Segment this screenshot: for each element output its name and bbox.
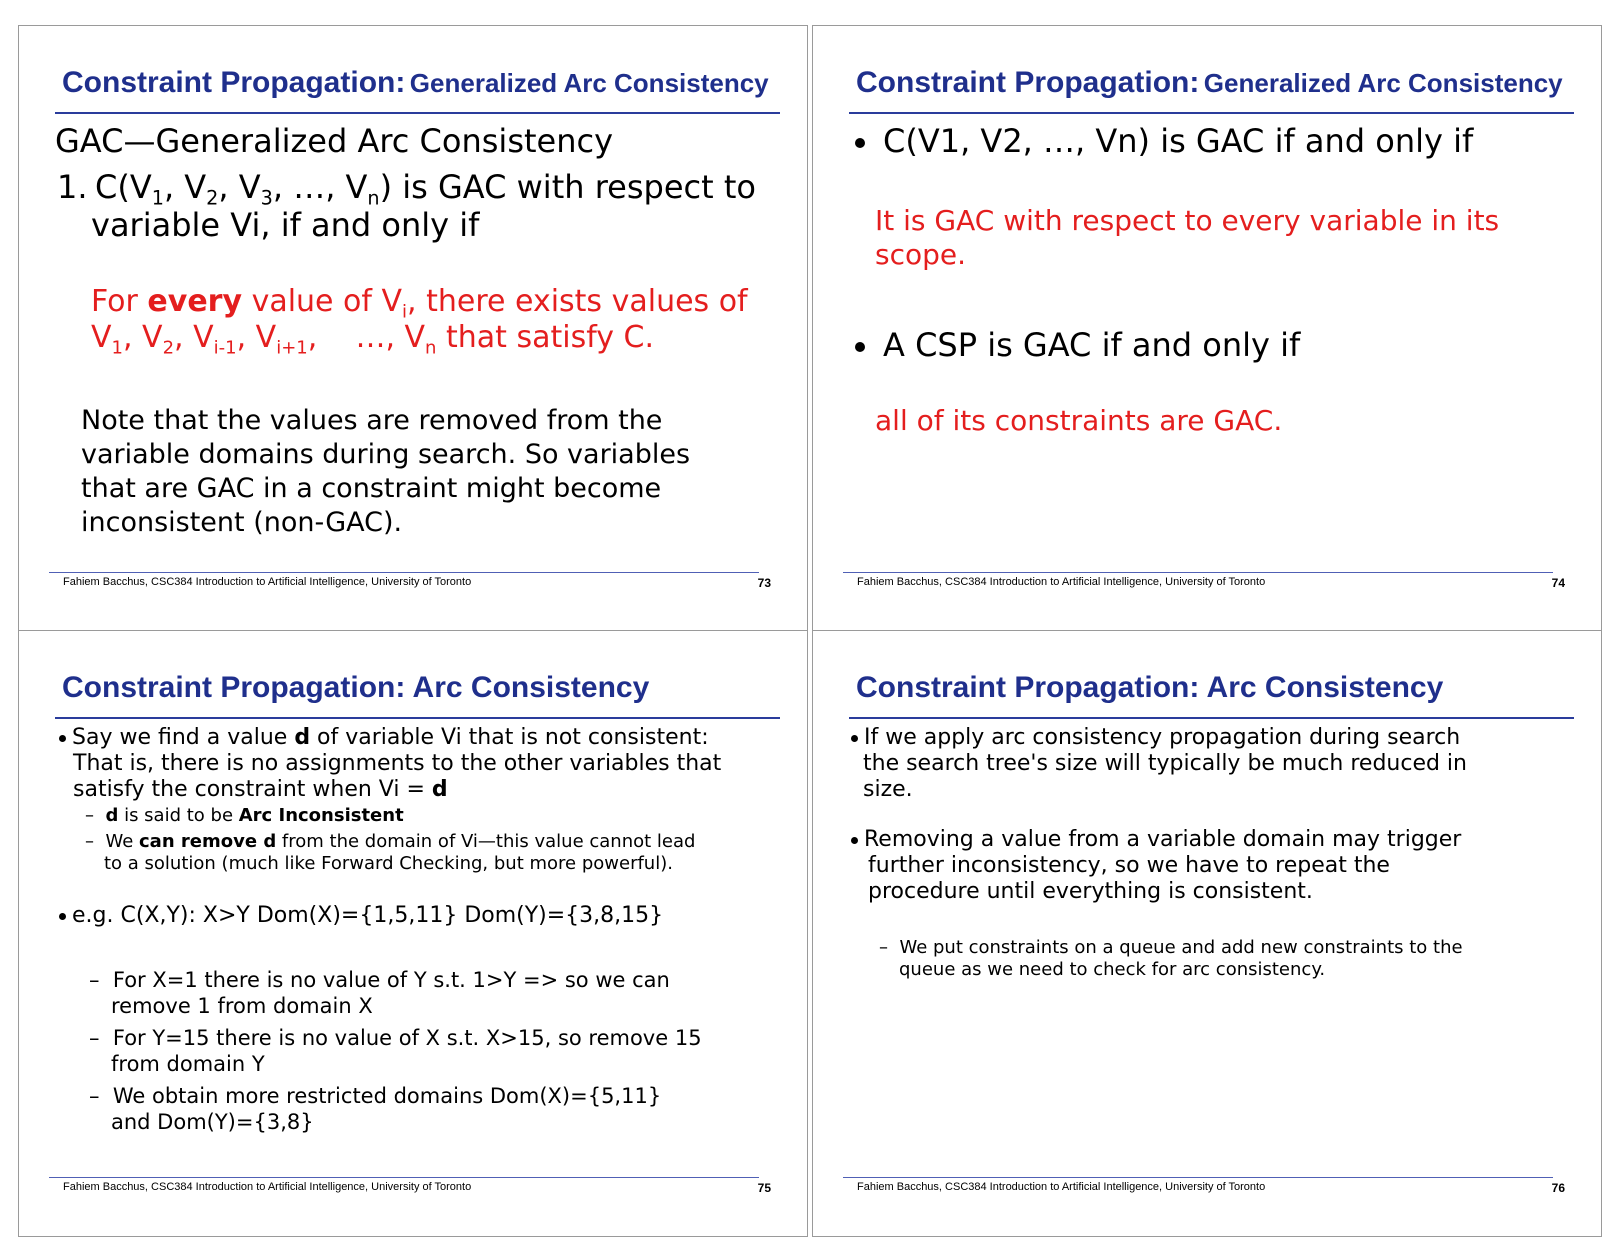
page-number: 76 <box>1551 1181 1565 1195</box>
slide-75 <box>18 630 808 1237</box>
red-all-constraints: all of its constraints are GAC. <box>875 404 1283 437</box>
sub-arc-inconsistent: – d is said to be Arc Inconsistent <box>85 805 404 826</box>
dash-item-y15: – For Y=15 there is no value of X s.t. X>15, so remove 15 from domain Y <box>89 1026 702 1076</box>
footer-credit: Fahiem Bacchus, CSC384 Introduction to Artificial Intelligence, University of Toronto <box>857 576 1266 588</box>
gac-definition-line2: variable Vi, if and only if <box>91 206 480 244</box>
gac-definition-line1: $C(V_1$, $V_2$, $V_3$, …, $V_n$) is GAC with respect to <box>95 168 756 210</box>
slide-title: Constraint Propagation: Generalized Arc Consistency <box>62 66 769 99</box>
page-number: 74 <box>1551 576 1565 590</box>
footer-rule <box>843 572 1553 573</box>
dash-item-restricted: – We obtain more restricted domains Dom(X)={5,11} and Dom(Y)={3,8} <box>89 1084 662 1134</box>
footer-credit: Fahiem Bacchus, CSC384 Introduction to Artificial Intelligence, University of Toronto <box>857 1181 1266 1193</box>
footer-rule <box>49 1177 759 1178</box>
slide-title: Constraint Propagation: Generalized Arc Consistency <box>856 66 1563 99</box>
bullet-icon <box>59 735 66 742</box>
dash-item-x1: – For X=1 there is no value of Y s.t. 1>Y => so we can remove 1 from domain X <box>89 968 670 1018</box>
slide-74 <box>812 25 1602 632</box>
title-rule <box>55 717 780 719</box>
footer-credit: Fahiem Bacchus, CSC384 Introduction to Artificial Intelligence, University of Toronto <box>63 1181 472 1193</box>
slide-title: Constraint Propagation: Arc Consistency <box>856 671 1444 704</box>
red-condition-line1: For every value of $V_i$, there exists values of <box>91 284 748 323</box>
footer-credit: Fahiem Bacchus, CSC384 Introduction to Artificial Intelligence, University of Toronto <box>63 576 472 588</box>
slide-76 <box>812 630 1602 1237</box>
bullet-icon <box>855 138 865 148</box>
bullet-icon <box>851 735 858 742</box>
bullet-gac-definition: C(V1, V2, …, Vn) is GAC if and only if <box>855 122 1473 160</box>
title-rule <box>55 112 780 114</box>
page-number: 75 <box>757 1181 771 1195</box>
bullet-csp-gac: A CSP is GAC if and only if <box>855 326 1300 364</box>
red-gac-scope: It is GAC with respect to every variable in its scope. <box>875 204 1500 271</box>
page-number: 73 <box>757 576 771 590</box>
bullet-icon <box>59 913 66 920</box>
red-condition-line2: $V_1$, $V_2$, $V_{i-1}$, $V_{i+1}$, …, $V_n$ that satisfy C. <box>91 320 655 359</box>
footer-rule <box>843 1177 1553 1178</box>
title-rule <box>849 112 1574 114</box>
bullet-icon <box>851 837 858 844</box>
slide-73 <box>18 25 808 632</box>
slide-title: Constraint Propagation: Arc Consistency <box>62 671 650 704</box>
note-paragraph: Note that the values are removed from the variable domains during search. So variables that are GAC in a constraint might become inconsistent (non-GAC). <box>81 405 691 538</box>
sub-can-remove: – We can remove d from the domain of Vi—this value cannot lead to a solution (much like Forward Checking, but more powerful). <box>85 831 696 874</box>
title-rule <box>849 717 1574 719</box>
gac-heading: GAC—Generalized Arc Consistency <box>55 122 614 160</box>
bullet-arc-propagation: If we apply arc consistency propagation during search the search tree's size will typically be much reduced in size. <box>851 725 1467 803</box>
bullet-removing-value: Removing a value from a variable domain may trigger further inconsistency, so we have to repeat the procedure until everything is consistent. <box>851 827 1461 905</box>
bullet-icon <box>855 342 865 352</box>
item-number: 1. <box>57 168 88 206</box>
footer-rule <box>49 572 759 573</box>
bullet-example: e.g. C(X,Y): X>Y Dom(X)={1,5,11} Dom(Y)={3,8,15} <box>59 903 663 928</box>
bullet-inconsistent-value: Say we find a value d of variable Vi that is not consistent: That is, there is no assignments to the other variables that satisfy the constraint when Vi = d <box>59 725 721 803</box>
dash-item-queue: – We put constraints on a queue and add new constraints to the queue as we need to check for arc consistency. <box>879 937 1463 980</box>
